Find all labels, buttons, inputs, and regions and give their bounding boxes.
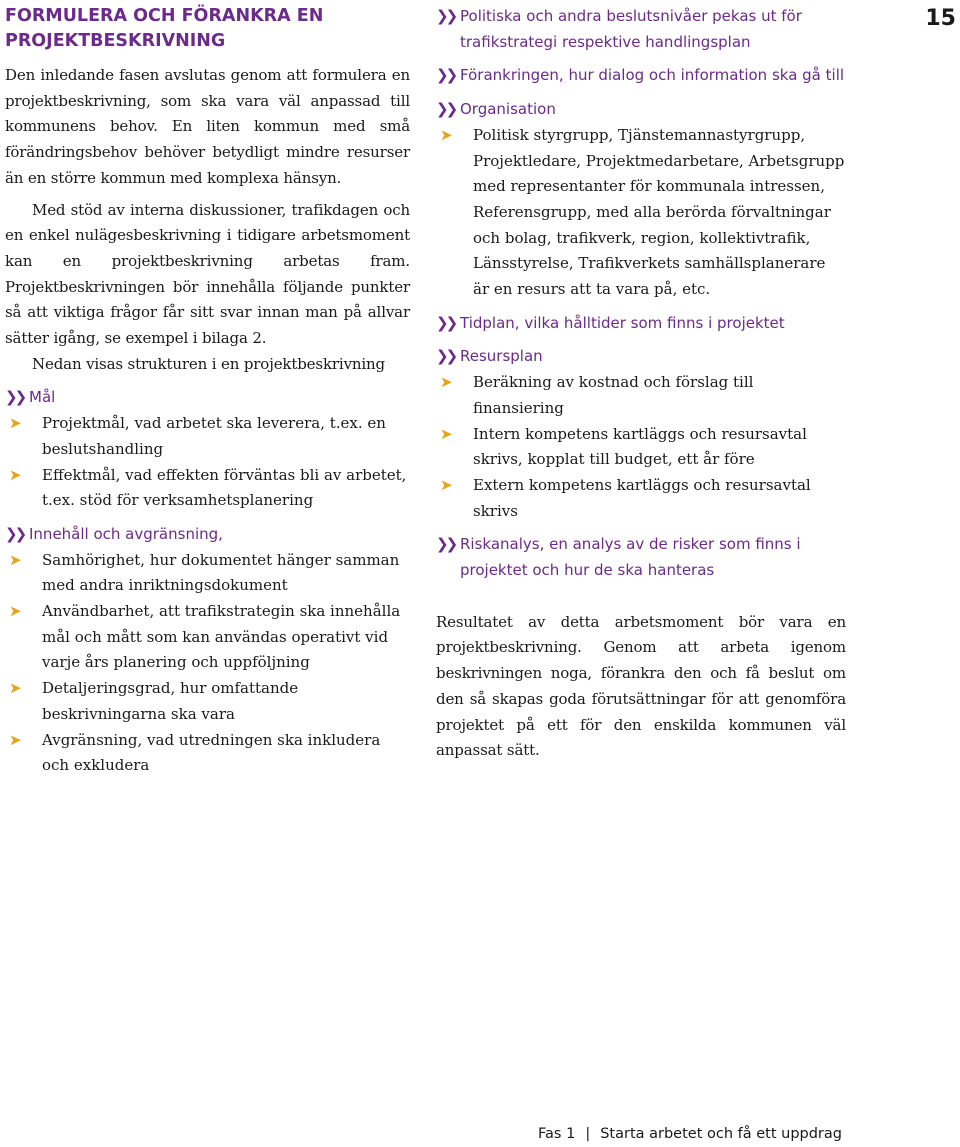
page-footer [538, 1126, 842, 1142]
arrowhead-icon: ➤ [9, 414, 22, 433]
footer-title: Starta arbetet och få ett uppdrag [600, 1126, 842, 1142]
sub-bullet-text: Projektmål, vad arbetet ska leverera, t.ex. en beslutshandling [42, 414, 386, 458]
structure-intro: Nedan visas strukturen i en projektbeskrivning [32, 354, 386, 373]
sub-bullet-item [5, 463, 410, 514]
section-heading: FORMULERA OCH FÖRANKRA EN PROJEKTBESKRIVNING [5, 6, 324, 51]
arrowhead-icon: ➤ [9, 679, 22, 698]
intro-paragraph: Den inledande fasen avslutas genom att formulera en projektbeskrivning, som ska vara väl anpassad till kommunens behov. En liten kommun med små förändringsbehov behöver betydligt mindre resurser än en större kommun med komplexa hänsyn. [5, 66, 410, 187]
body-paragraph: Med stöd av interna diskussioner, trafikdagen och en enkel nulägesbeskrivning i tidigare arbetsmoment kan en projektbeskrivning arbetas fram. Projektbeskrivningen bör innehålla följande punkter så att viktiga frågor får sitt svar innan man på allvar sätter igång, se exempel i bilaga 2. [5, 200, 410, 348]
conclusion-paragraph: Resultatet av detta arbetsmoment bör vara en projektbeskrivning. Genom att arbeta igenom beskrivningen noga, förankra den och få beslut om den så skapas goda förutsättningar för att genomföra projektet på ett för den enskilda kommunen väl anpassat sätt. [436, 612, 846, 760]
sub-bullet-item [5, 548, 410, 599]
arrowhead-icon: ➤ [440, 373, 453, 392]
footer-phase: Fas 1 [538, 1126, 576, 1142]
bullet-item [436, 97, 846, 123]
sub-bullet-item [436, 473, 846, 524]
sub-bullet-text: Extern kompetens kartläggs och resursavtal skrivs [473, 475, 811, 520]
arrowhead-icon: ➤ [9, 730, 22, 749]
sub-bullet-item [5, 676, 410, 727]
bullet-item [436, 311, 846, 337]
bullet-label: Organisation [460, 100, 556, 119]
left-column [5, 4, 410, 779]
bullet-item [5, 522, 410, 548]
right-column [436, 4, 846, 764]
double-chevron-icon: ❯❯ [436, 66, 456, 85]
bullet-label: Innehåll och avgränsning, [29, 524, 223, 543]
bullet-label: Förankringen, hur dialog och information ska gå till [460, 66, 845, 85]
bullet-label: Mål [29, 388, 56, 407]
bullet-item [436, 63, 846, 89]
bullet-label: Politiska och andra beslutsnivåer pekas ut för trafikstrategi respektive handlingsplan [460, 7, 802, 51]
sub-bullet-text: Samhörighet, hur dokumentet hänger samman med andra inriktningsdokument [42, 550, 400, 595]
footer-separator: | [585, 1126, 591, 1142]
sub-bullet-text: Detaljeringsgrad, hur omfattande beskrivningarna ska vara [42, 679, 299, 723]
arrowhead-icon: ➤ [440, 125, 453, 144]
double-chevron-icon: ❯❯ [5, 388, 25, 407]
sub-bullet-text: Avgränsning, vad utredningen ska inkludera och exkludera [42, 730, 381, 775]
sub-bullet-item [5, 599, 410, 676]
right-bullet-list [436, 4, 846, 584]
double-chevron-icon: ❯❯ [436, 313, 456, 332]
page-number: 15 [925, 6, 956, 31]
sub-bullet-text: Beräkning av kostnad och förslag till finansiering [473, 373, 754, 417]
arrowhead-icon: ➤ [9, 550, 22, 569]
arrowhead-icon: ➤ [9, 602, 22, 621]
double-chevron-icon: ❯❯ [436, 347, 456, 366]
arrowhead-icon: ➤ [9, 465, 22, 484]
sub-bullet-item [5, 411, 410, 462]
bullet-item [5, 385, 410, 411]
sub-bullet-item [436, 422, 846, 473]
sub-bullet-text: Politisk styrgrupp, Tjänstemannastyrgrupp, Projektledare, Projektmedarbetare, Arbetsgrupp med representanter för kommunala intressen, Referensgrupp, med alla berörda förvaltningar och bolag, trafikverk, region, kollektivtrafik, Länsstyrelse, Trafikverkets samhällsplanerare är en resurs att ta vara på, etc. [473, 125, 845, 299]
sub-bullet-item [436, 370, 846, 421]
left-bullet-list [5, 385, 410, 779]
bullet-item [436, 532, 846, 583]
sub-bullet-text: Användbarhet, att trafikstrategin ska innehålla mål och mått som kan användas operativt vid varje års planering och uppföljning [42, 602, 401, 672]
bullet-item [436, 344, 846, 370]
bullet-label: Riskanalys, en analys av de risker som finns i projektet och hur de ska hanteras [460, 535, 801, 580]
arrowhead-icon: ➤ [440, 424, 453, 443]
sub-bullet-item [436, 123, 846, 303]
double-chevron-icon: ❯❯ [436, 100, 456, 119]
arrowhead-icon: ➤ [440, 475, 453, 494]
bullet-item [436, 4, 846, 55]
bullet-label: Resursplan [460, 347, 543, 366]
double-chevron-icon: ❯❯ [436, 7, 456, 25]
sub-bullet-item [5, 728, 410, 779]
bullet-label: Tidplan, vilka hålltider som finns i projektet [460, 313, 785, 332]
double-chevron-icon: ❯❯ [436, 535, 456, 554]
double-chevron-icon: ❯❯ [5, 524, 25, 543]
sub-bullet-text: Intern kompetens kartläggs och resursavtal skrivs, kopplat till budget, ett år före [473, 424, 807, 469]
sub-bullet-text: Effektmål, vad effekten förväntas bli av arbetet, t.ex. stöd för verksamhetsplanering [42, 465, 407, 510]
